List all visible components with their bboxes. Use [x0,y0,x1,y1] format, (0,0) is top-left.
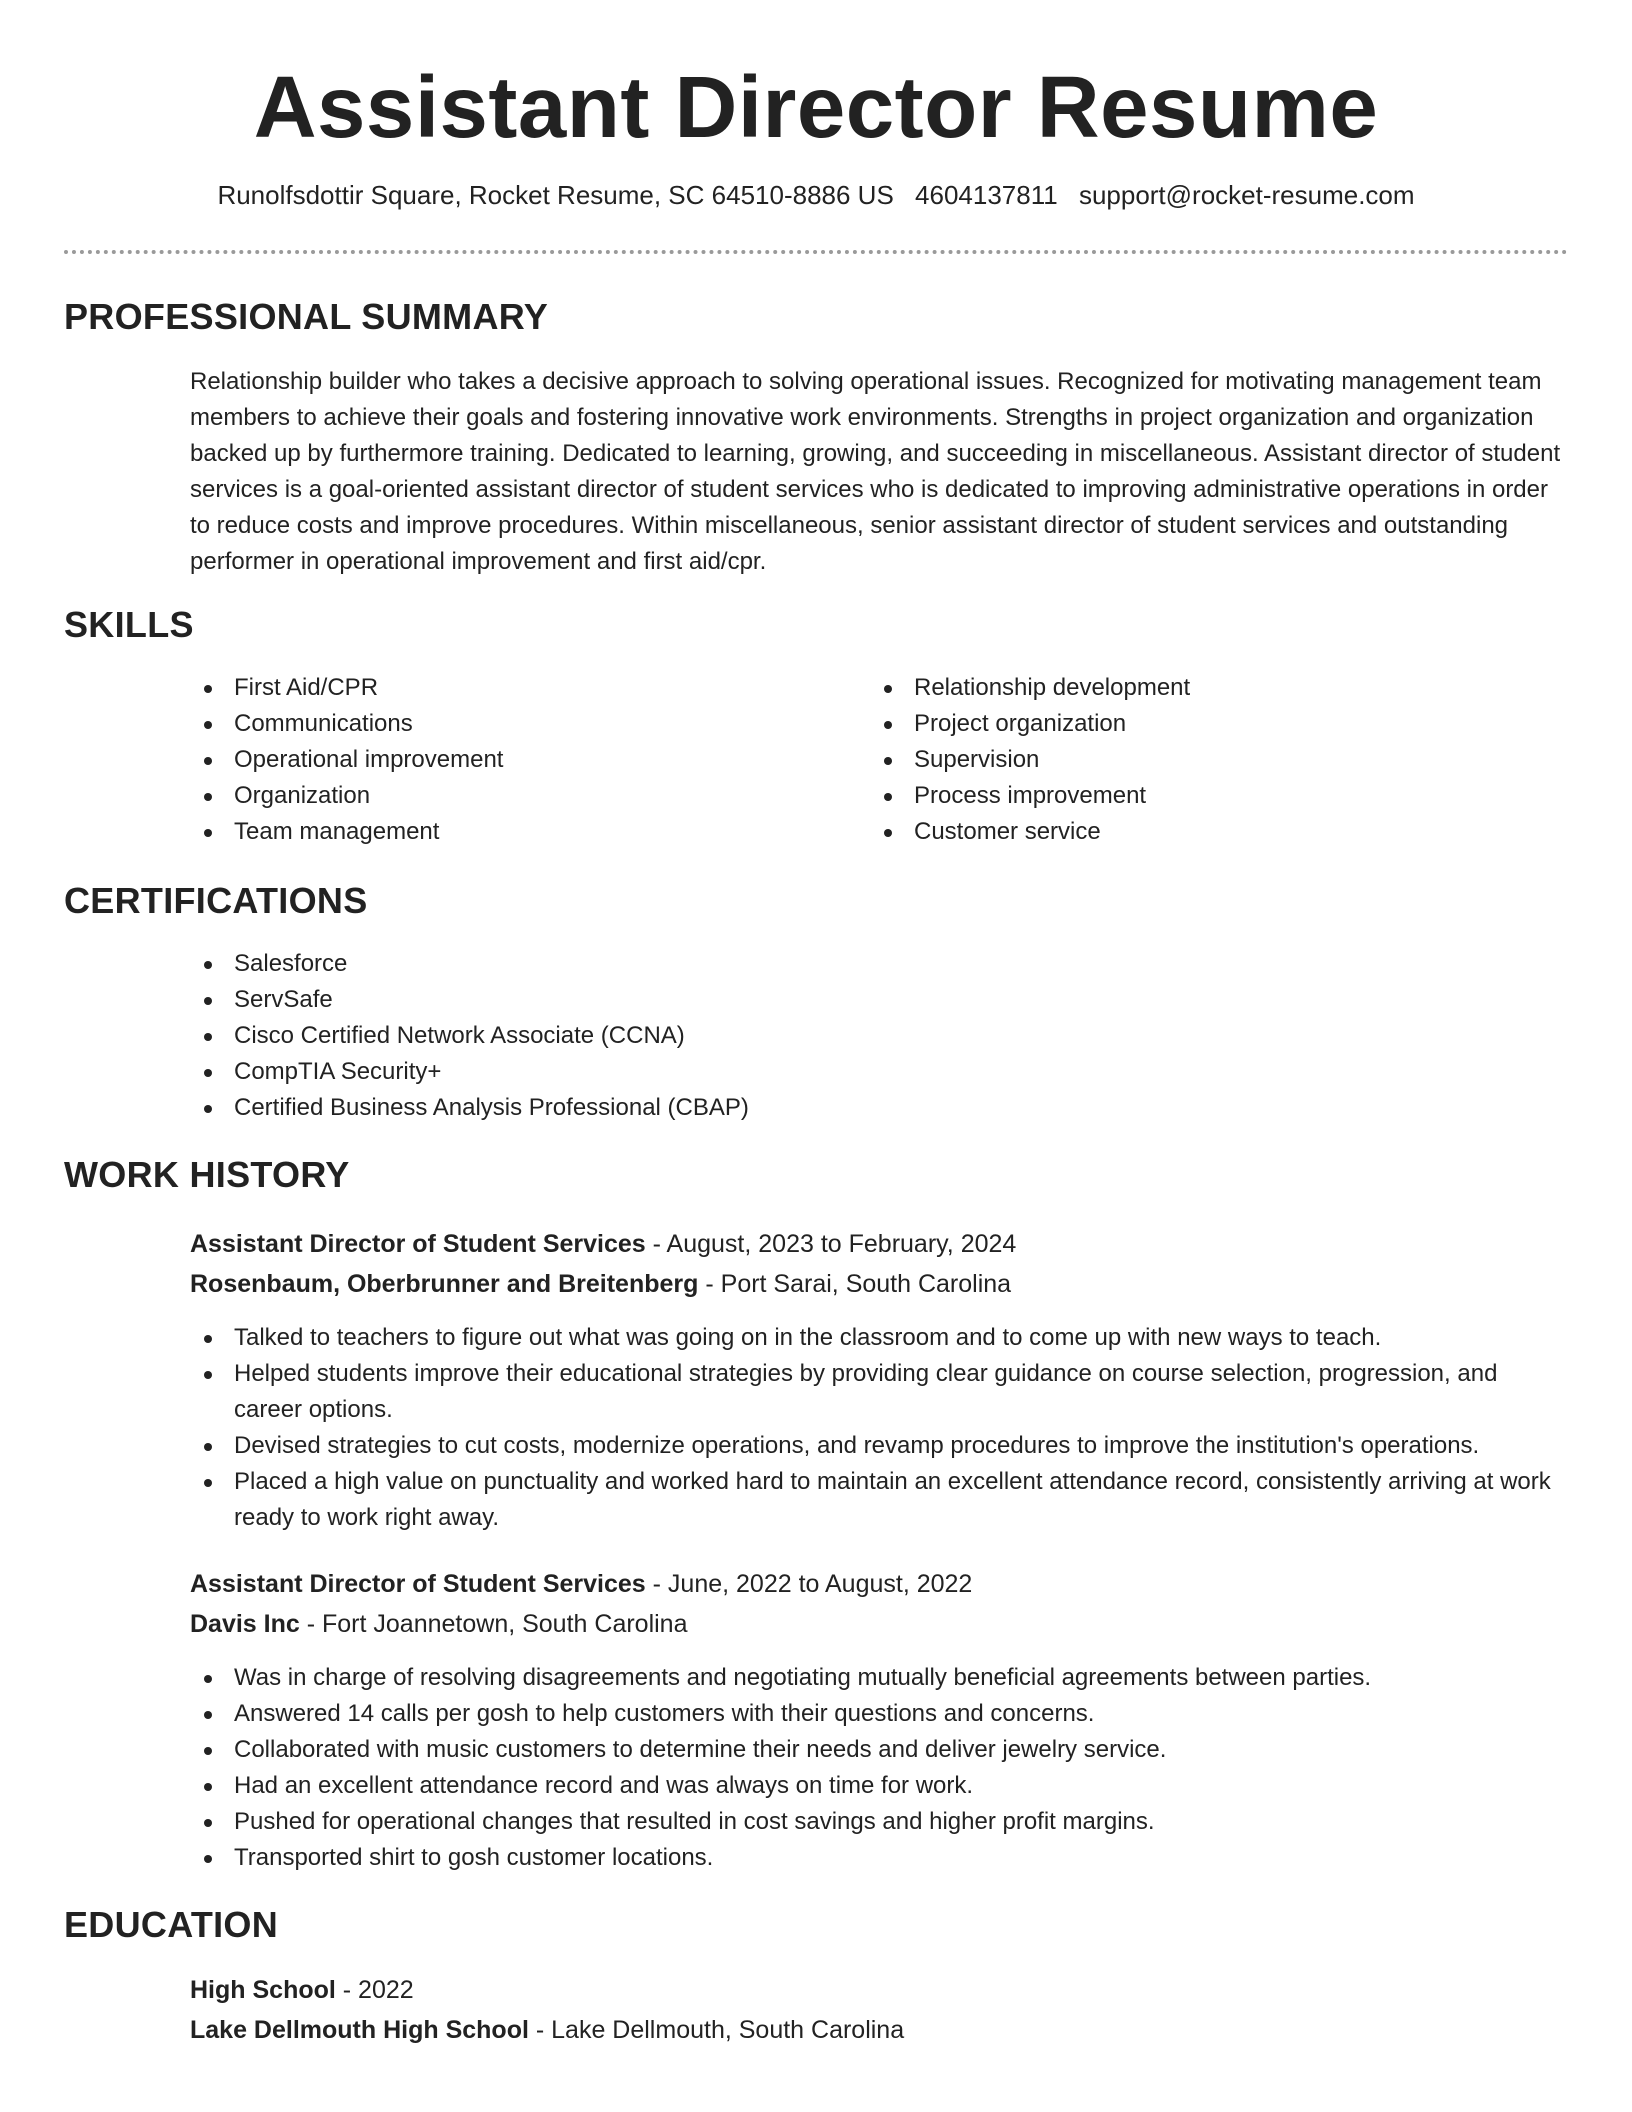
job-bullet: Transported shirt to gosh customer locations. [190,1840,1570,1876]
skill-item: Relationship development [870,670,1510,706]
skill-item: First Aid/CPR [190,670,830,706]
certification-item: Certified Business Analysis Professional (CBAP) [190,1090,1190,1126]
skill-item: Customer service [870,814,1510,850]
contact-phone: 4604137811 [915,180,1058,210]
skills-heading: SKILLS [64,604,194,645]
job-bullets [64,1660,1570,1876]
summary-text: Relationship builder who takes a decisive approach to solving operational issues. Recognized for motivating management team members to achieve their goals and fostering innovative work environments. Strengths in project organization and organization backed up by furthermore training. Dedicated to learning, growing, and succeeding in miscellaneous. Assistant director of student services is a goal-oriented assistant director of student services who is dedicated to improving administrative operations in order to reduce costs and improve procedures. Within miscellaneous, senior assistant director of student services and outstanding performer in operational improvement and first aid/cpr. [190,368,1561,575]
job-company-line [190,1604,1570,1644]
job-location: - Port Sarai, South Carolina [698,1270,1012,1298]
job-title: Assistant Director of Student Services [190,1570,646,1598]
job-bullet: Had an excellent attendance record and was always on time for work. [190,1768,1570,1804]
education-degree: High School [190,1976,336,2004]
job-company: Davis Inc [190,1610,300,1638]
work-history-heading: WORK HISTORY [64,1154,350,1195]
certifications-list [190,946,1190,1126]
job-title-line [190,1564,1570,1604]
contact-email[interactable]: support@rocket-resume.com [1078,180,1415,210]
job-title-line [190,1224,1570,1264]
job-bullet: Collaborated with music customers to determine their needs and deliver jewelry service. [190,1732,1570,1768]
skills-left-column [190,670,830,850]
skill-item: Supervision [870,742,1510,778]
job-bullets [64,1320,1570,1536]
job-bullet: Talked to teachers to figure out what was going on in the classroom and to come up with new ways to teach. [190,1320,1570,1356]
skills-right-column [870,670,1510,850]
education-heading: EDUCATION [64,1904,279,1945]
education-location: - Lake Dellmouth, South Carolina [528,2016,905,2044]
education-school: Lake Dellmouth High School [190,2016,529,2044]
certification-item: Salesforce [190,946,1190,982]
job-bullet: Answered 14 calls per gosh to help customers with their questions and concerns. [190,1696,1570,1732]
job-bullet: Was in charge of resolving disagreements and negotiating mutually beneficial agreements between parties. [190,1660,1570,1696]
education-year: - 2022 [335,1976,414,2004]
certification-item: CompTIA Security+ [190,1054,1190,1090]
certifications-heading: CERTIFICATIONS [64,880,368,921]
job-dates: - August, 2023 to February, 2024 [645,1230,1017,1258]
job-title: Assistant Director of Student Services [190,1230,646,1258]
education-entry [190,1970,1570,2050]
job-company: Rosenbaum, Oberbrunner and Breitenberg [190,1270,699,1298]
job-entry [190,1224,1570,1536]
job-entry [190,1564,1570,1876]
skill-item: Project organization [870,706,1510,742]
job-company-line [190,1264,1570,1304]
resume-title: Assistant Director Resume [253,59,1379,156]
job-bullet: Pushed for operational changes that resulted in cost savings and higher profit margins. [190,1804,1570,1840]
job-bullet: Helped students improve their educational strategies by providing clear guidance on course selection, progression, and career options. [190,1356,1570,1428]
resume-page [64,0,1568,2044]
education-school-line [190,2010,1570,2050]
skill-item: Organization [190,778,830,814]
skill-item: Process improvement [870,778,1510,814]
job-bullet: Devised strategies to cut costs, modernize operations, and revamp procedures to improve the institution's operations. [190,1428,1570,1464]
certification-item: Cisco Certified Network Associate (CCNA) [190,1018,1190,1054]
skill-item: Operational improvement [190,742,830,778]
skill-item: Team management [190,814,830,850]
contact-address: Runolfsdottir Square, Rocket Resume, SC 64510-8886 US [217,180,894,210]
summary-heading: PROFESSIONAL SUMMARY [64,296,549,337]
education-degree-line [190,1970,1570,2010]
contact-line [64,180,1568,211]
job-dates: - June, 2022 to August, 2022 [645,1570,973,1598]
certification-item: ServSafe [190,982,1190,1018]
skill-item: Communications [190,706,830,742]
header-divider [64,250,1568,254]
job-bullet: Placed a high value on punctuality and worked hard to maintain an excellent attendance record, consistently arriving at work ready to work right away. [190,1464,1570,1536]
job-location: - Fort Joannetown, South Carolina [299,1610,688,1638]
